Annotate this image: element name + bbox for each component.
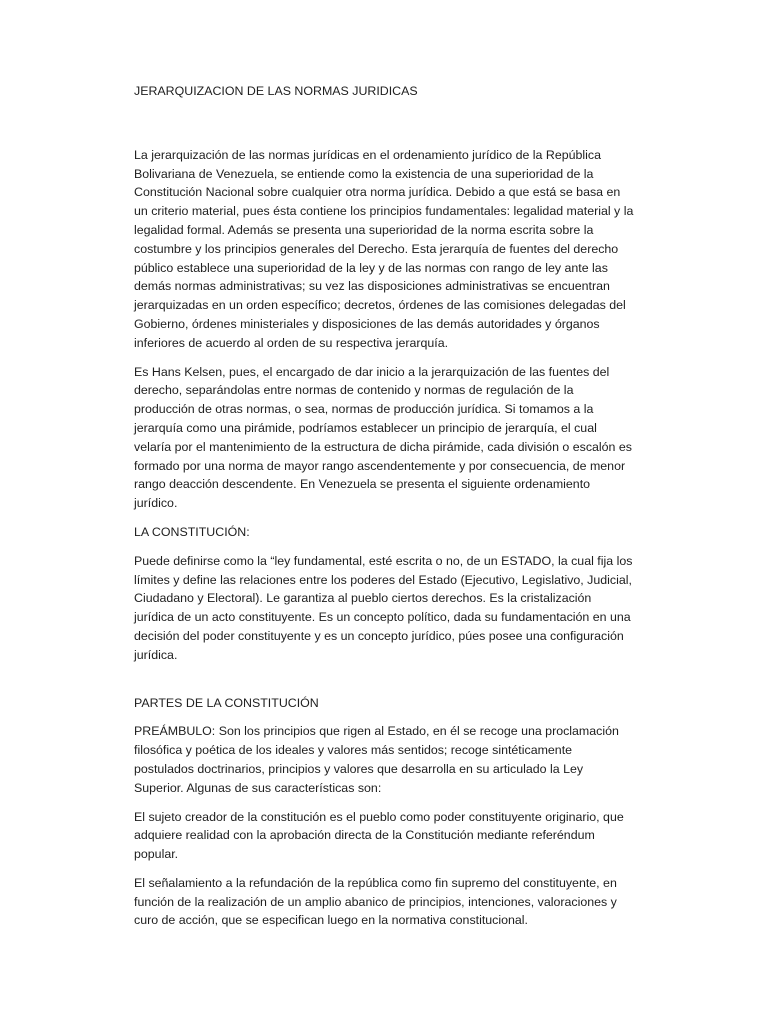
- heading-la-constitucion: LA CONSTITUCIÓN:: [134, 524, 250, 539]
- document-title: JERARQUIZACION DE LAS NORMAS JURIDICAS: [134, 84, 418, 98]
- paragraph-jerarquizacion: La jerarquización de las normas jurídicas en el ordenamiento jurídico de la República Bolivariana de Venezuela, se entiende como la existencia de una superioridad de la Constitución Nacional sobre cualquier otra norma jurídica. Debido a que está se basa en un criterio material, pues ésta contiene los principios fundamentales: legalidad material y la legalidad formal. Además se presenta una superioridad de la norma escrita sobre la costumbre y los principios generales del Derecho. Esta jerarquía de fuentes del derecho público establece una superioridad de la ley y de las normas con rango de ley ante las demás normas administrativas; su vez las disposiciones administrativas se encuentran jerarquizadas en un orden específico; decretos, órdenes de las comisiones delegadas del Gobierno, órdenes ministeriales y disposiciones de las demás autoridades y órganos inferiores de acuerdo al orden de su respectiva jerarquía.: [134, 147, 634, 350]
- paragraph-kelsen: Es Hans Kelsen, pues, el encargado de dar inicio a la jerarquización de las fuentes del derecho, separándolas entre normas de contenido y normas de regulación de la producción de otras normas, o sea, normas de producción jurídica. Si tomamos a la jerarquía como una pirámide, podríamos establecer un principio de jerarquía, el cual velaría por el mantenimiento de la estructura de dicha pirámide, cada división o escalón es formado por una norma de mayor rango ascendentemente y por consecuencia, de menor rango deacción descendente. En Venezuela se presenta el siguiente ordenamiento jurídico.: [134, 364, 632, 511]
- paragraph-preambulo: PREÁMBULO: Son los principios que rigen al Estado, en él se recoge una proclamación filosófica y poética de los ideales y valores más sentidos; recoge sintéticamente postulados doctrinarios, principios y valores que desarrolla en su articulado la Ley Superior. Algunas de sus características son:: [134, 724, 619, 795]
- paragraph-refundacion: El señalamiento a la refundación de la república como fin supremo del constituyente, en función de la realización de un amplio abanico de principios, intenciones, valoraciones y curo de acción, que se especifican luego en la normativa constitucional.: [134, 875, 617, 928]
- heading-partes-constitucion: PARTES DE LA CONSTITUCIÓN: [134, 695, 319, 710]
- paragraph-sujeto-creador: El sujeto creador de la constitución es el pueblo como poder constituyente originario, que adquiere realidad con la aprobación directa de la Constitución mediante referéndum popular.: [134, 809, 624, 862]
- paragraph-definicion-constitucion: Puede definirse como la “ley fundamental, esté escrita o no, de un ESTADO, la cual fija los límites y define las relaciones entre los poderes del Estado (Ejecutivo, Legislativo, Judicial, Ciudadano y Electoral). Le garantiza al pueblo ciertos derechos. Es la cristalización jurídica de un acto constituyente. Es un concepto político, dada su fundamentación en una decisión del poder constituyente y es un concepto jurídico, púes posee una configuración jurídica.: [134, 553, 633, 662]
- document-body: [134, 82, 634, 930]
